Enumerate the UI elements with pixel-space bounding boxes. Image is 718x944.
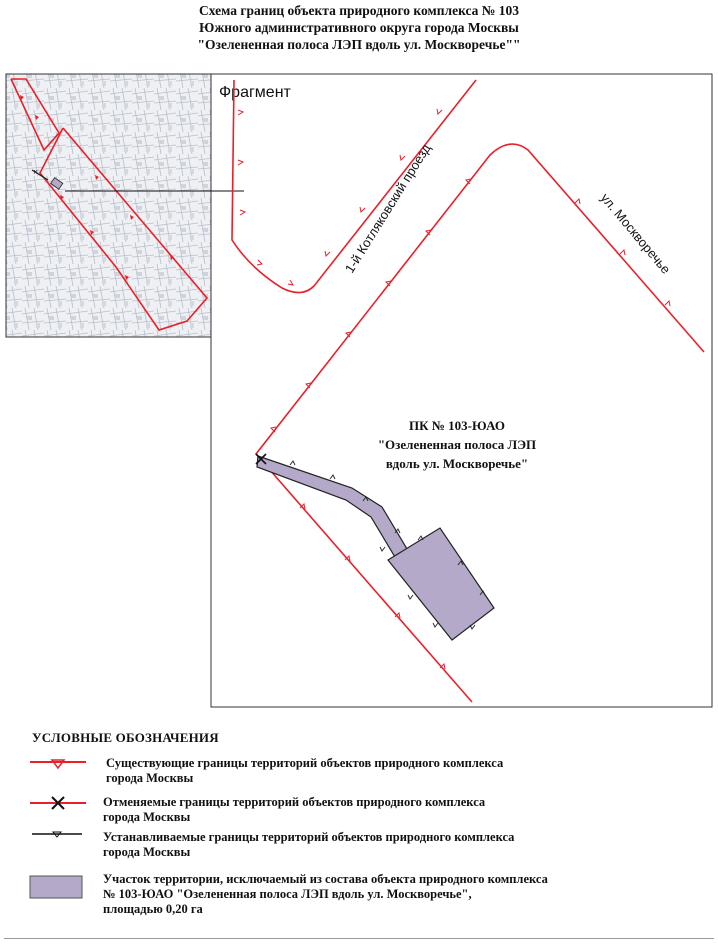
legend-item-excluded	[103, 872, 548, 917]
legend-item-cancelled-line-2: города Москвы	[103, 810, 191, 824]
legend-item-cancelled-line-1: Отменяемые границы территорий объектов природного комплекса	[103, 795, 486, 809]
title-line-1: Схема границ объекта природного комплекса № 103	[199, 3, 519, 18]
legend-symbol-cancelled	[30, 797, 86, 809]
legend-symbol-existing	[30, 760, 86, 768]
legend-symbol-established	[32, 832, 82, 837]
street-label-kotlyakovsky: 1-й Котляковский проезд	[341, 141, 434, 276]
legend-item-existing-line-2: города Москвы	[106, 771, 194, 785]
object-label-line-3: вдоль ул. Москворечье"	[385, 456, 529, 471]
fragment-label: Фрагмент	[219, 84, 291, 101]
legend-item-excluded-line-1: Участок территории, исключаемый из состава объекта природного комплекса	[103, 872, 548, 886]
legend-item-existing-line-1: Существующие границы территорий объектов природного комплекса	[106, 756, 504, 770]
legend-item-cancelled	[103, 795, 485, 825]
title-line-3: "Озелененная полоса ЛЭП вдоль ул. Москворечье""	[197, 37, 521, 52]
legend-item-excluded-line-2: № 103-ЮАО "Озелененная полоса ЛЭП вдоль ул. Москворечье",	[103, 887, 472, 901]
title-line-2: Южного административного округа города Москвы	[199, 20, 519, 35]
overview-inset	[6, 74, 244, 337]
legend-symbol-excluded	[30, 876, 82, 898]
legend-item-established	[103, 830, 514, 860]
legend-item-excluded-line-3: площадью 0,20 га	[103, 902, 203, 916]
legend-heading: УСЛОВНЫЕ ОБОЗНАЧЕНИЯ	[32, 730, 219, 745]
svg-text:×: ×	[33, 167, 39, 177]
street-label-moskvorechye: ул. Москворечье	[597, 190, 674, 277]
object-label-line-2: "Озелененная полоса ЛЭП	[377, 437, 537, 452]
legend-item-established-line-1: Устанавливаемые границы территорий объектов природного комплекса	[103, 830, 515, 844]
legend-item-existing	[106, 756, 503, 786]
legend-item-established-line-2: города Москвы	[103, 845, 191, 859]
object-label-line-1: ПК № 103-ЮАО	[409, 418, 505, 433]
bottom-rule	[4, 938, 714, 939]
